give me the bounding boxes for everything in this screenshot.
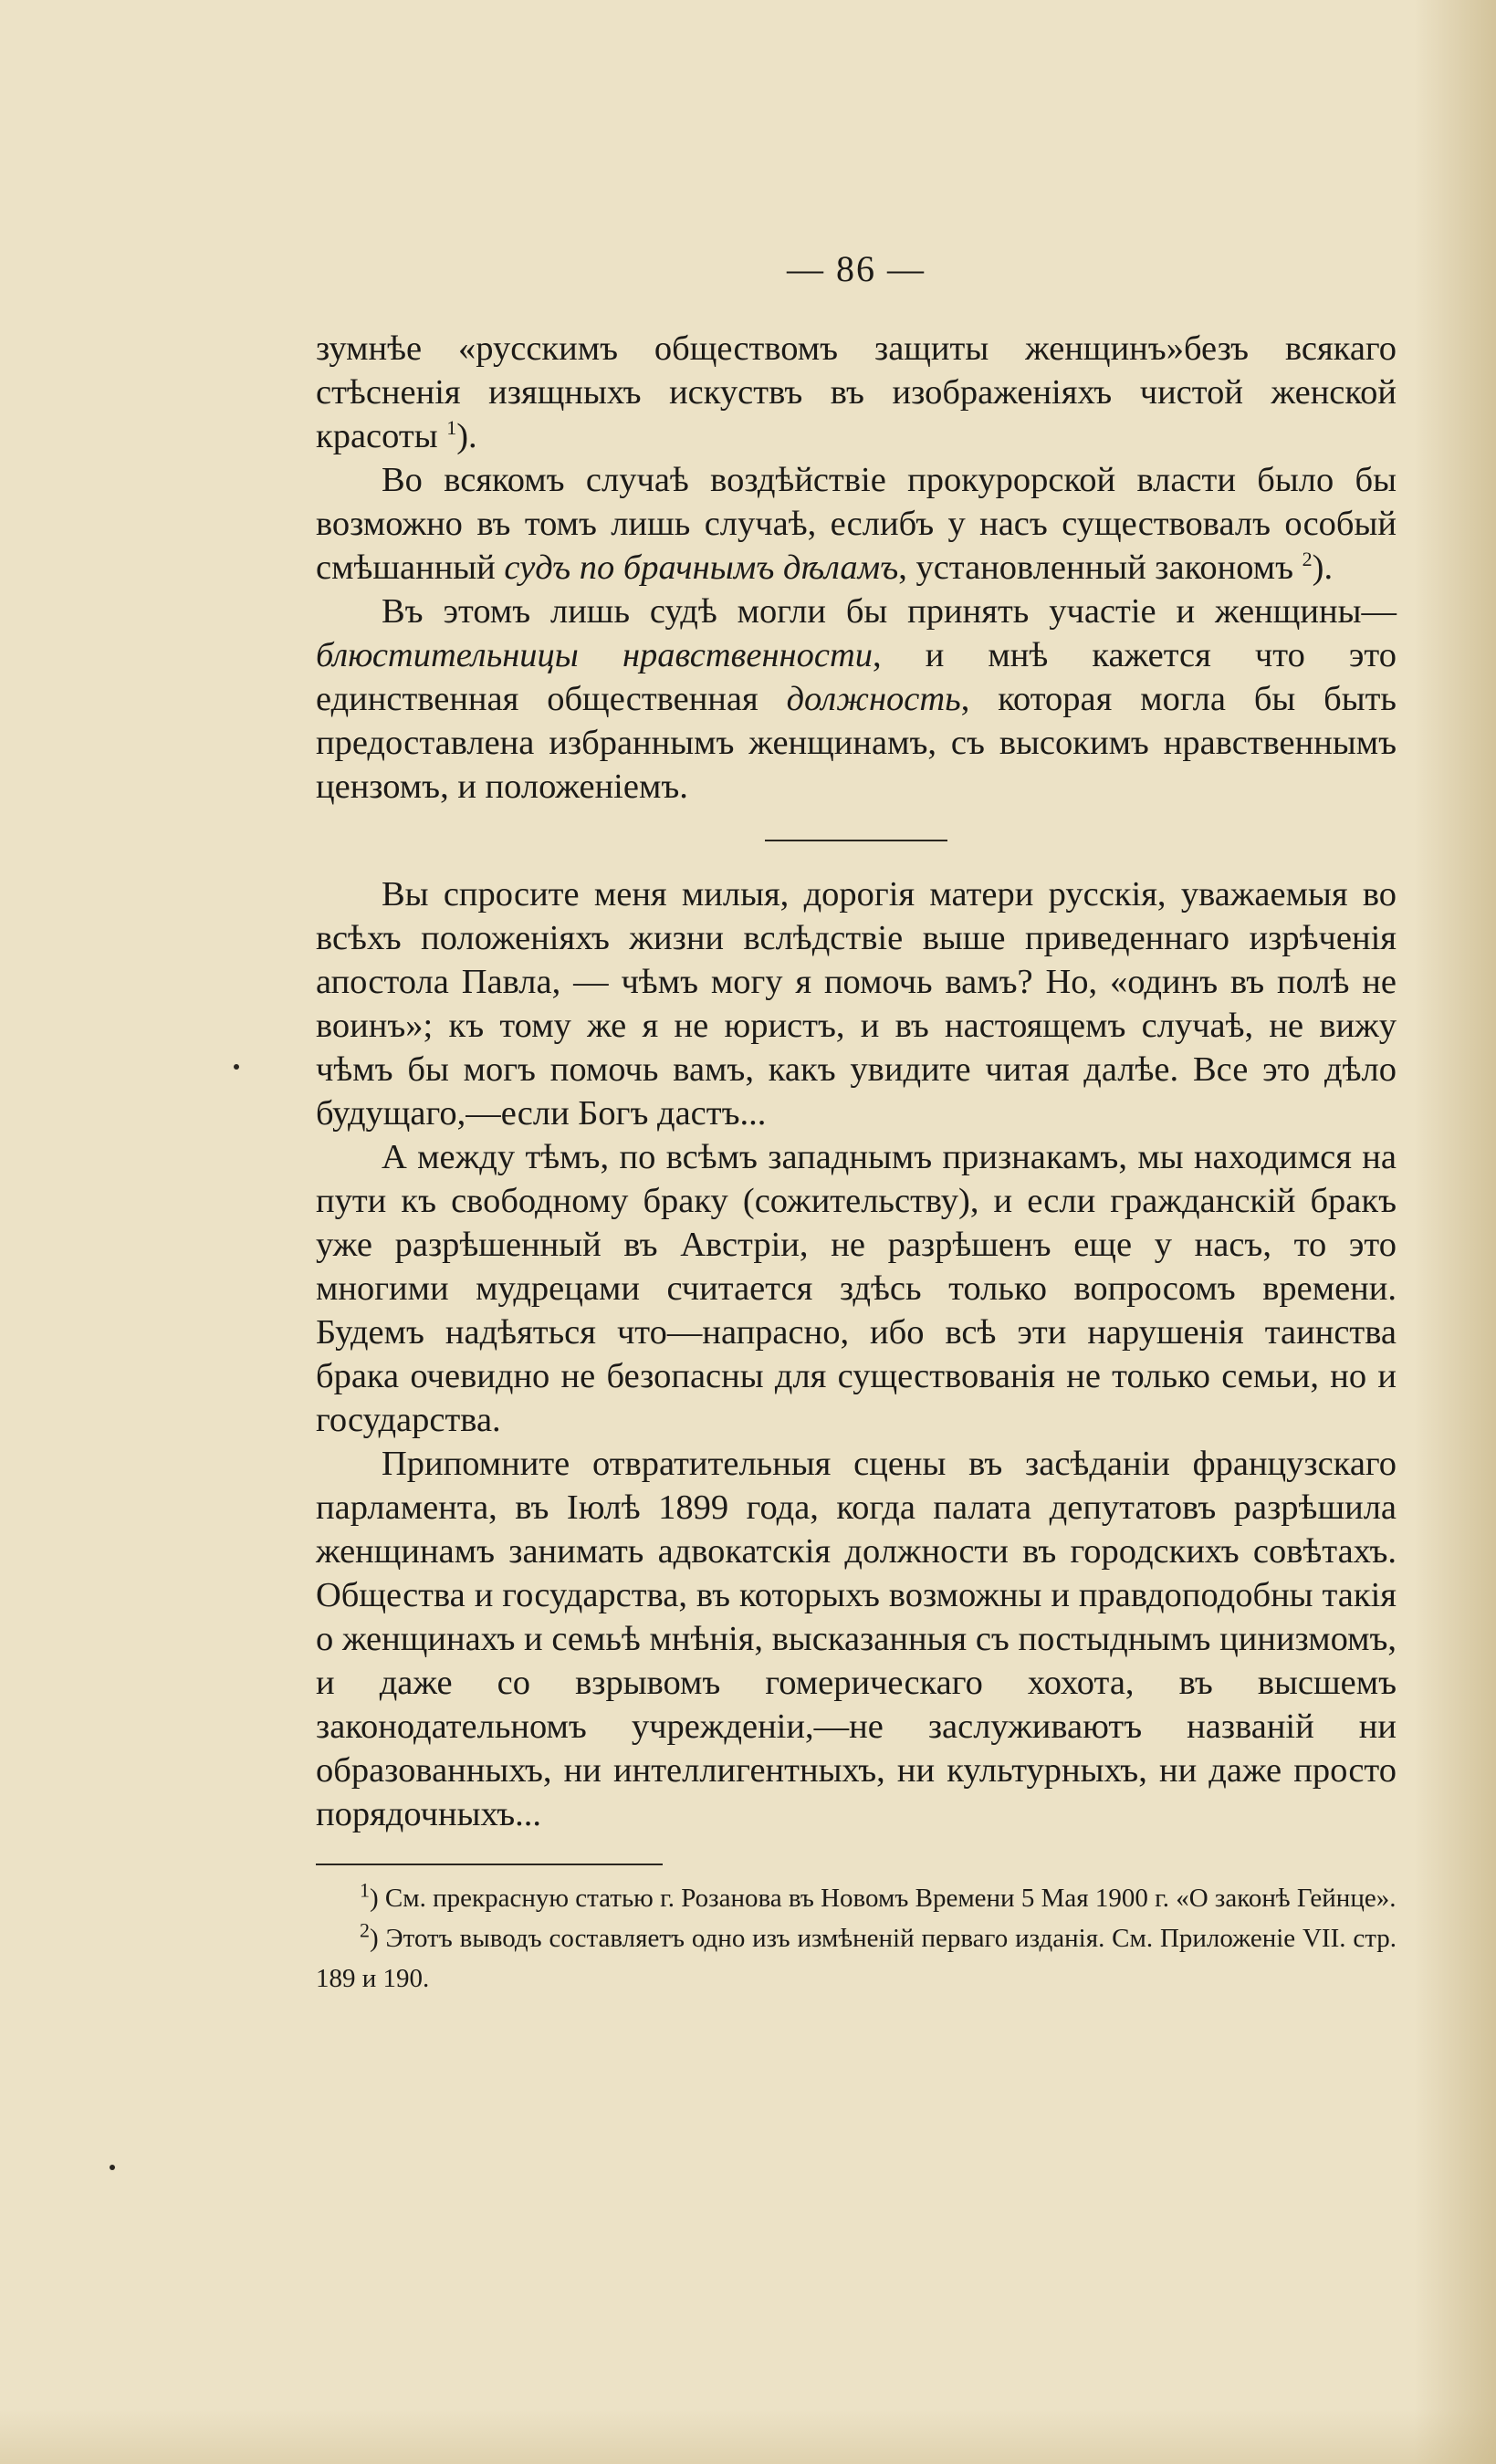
ink-speck <box>234 1064 239 1070</box>
footnote-separator <box>316 1864 663 1865</box>
page-edge-shadow <box>1414 0 1496 2464</box>
paragraph <box>316 872 1397 1135</box>
italic-phrase: блюстительницы нравственности <box>316 636 874 674</box>
italic-phrase: должность <box>786 680 961 718</box>
ink-speck <box>110 2165 115 2170</box>
footnote <box>316 1918 1397 1999</box>
footnote-mark: 1 <box>360 1878 370 1902</box>
footnote-text: ) См. прекрасную статью г. Розанова въ Новомъ Времени 5 Мая 1900 г. «О законѣ Гейнце». <box>370 1884 1397 1913</box>
page-number: — 86 — <box>787 248 926 289</box>
paragraph <box>316 1135 1397 1442</box>
text-run: , и мнѣ кажется что это единственная общественная <box>316 636 1397 718</box>
footnote <box>316 1878 1397 1918</box>
body-text <box>316 327 1397 1836</box>
footnote-reference: 2 <box>1302 548 1313 571</box>
paragraph <box>316 458 1397 590</box>
paragraph <box>316 590 1397 809</box>
text-run: Во всякомъ случаѣ воздѣйствіе прокурорской власти было бы возможно въ томъ лишь случаѣ, еслибъ у насъ существовалъ особый смѣшанный <box>316 461 1397 587</box>
paragraph <box>316 1442 1397 1836</box>
page-content <box>316 245 1397 1999</box>
text-run: , которая могла бы быть предоставлена избраннымъ женщинамъ, съ высокимъ нравственнымъ цензомъ, и положеніемъ. <box>316 680 1397 806</box>
text-run: Вы спросите меня милыя, дорогія матери русскія, уважаемыя во всѣхъ положеніяхъ жизни вслѣдствіе выше приведеннаго изрѣченія апостола Павла, — чѣмъ могу я помочь вамъ? Но, «одинъ въ полѣ не воинъ»; къ тому же я не юристъ, и въ настоящемъ случаѣ, не вижу чѣмъ бы могъ помочь вамъ, какъ увидите читая далѣе. Все это дѣло будущаго,—если Богъ дастъ... <box>316 875 1397 1133</box>
text-run: ). <box>1312 548 1334 587</box>
text-run: , установленный закономъ <box>898 548 1302 587</box>
footnote-mark: 2 <box>360 1918 370 1942</box>
page-bottom-shadow <box>0 2409 1496 2464</box>
section-divider <box>765 840 947 841</box>
footnotes <box>316 1878 1397 1999</box>
text-run: Въ этомъ лишь судѣ могли бы принять участіе и женщины— <box>382 592 1397 631</box>
italic-phrase: судъ по брачнымъ дѣламъ <box>504 548 899 587</box>
text-run: Припомните отвратительныя сцены въ засѣданіи французскаго парламента, въ Іюлѣ 1899 года, когда палата депутатовъ разрѣшила женщинамъ занимать адвокатскія должности въ городскихъ совѣтахъ. Общества и государства, въ которыхъ возможны и правдоподобны такія о женщинахъ и семьѣ мнѣнія, высказанныя съ постыднымъ цинизмомъ, и даже со взрывомъ гомерическаго хохота, въ высшемъ законодательномъ учрежденіи,—не заслуживаютъ названій ни образованныхъ, ни интеллигентныхъ, ни культурныхъ, ни даже просто порядочныхъ... <box>316 1445 1397 1833</box>
text-run: А между тѣмъ, по всѣмъ западнымъ признакамъ, мы находимся на пути къ свободному браку (сожительству), и если гражданскій бракъ уже разрѣшенный въ Австріи, не разрѣшенъ еще у насъ, то это многими мудрецами считается здѣсь только вопросомъ времени. Будемъ надѣяться что—напрасно, ибо всѣ эти нарушенія таинства брака очевидно не безопасны для существованія не только семьи, но и государства. <box>316 1138 1397 1439</box>
text-run: зумнѣе «русскимъ обществомъ защиты женщинъ»безъ всякаго стѣсненія изящныхъ искуствъ въ изображеніяхъ чистой женской красоты <box>316 329 1397 455</box>
footnote-text: ) Этотъ выводъ составляетъ одно изъ измѣненій перваго изданія. См. Приложеніе VII. стр. 189 и 190. <box>316 1924 1397 1993</box>
text-run: ). <box>456 417 477 455</box>
paragraph <box>316 327 1397 458</box>
footnote-reference: 1 <box>446 416 457 440</box>
